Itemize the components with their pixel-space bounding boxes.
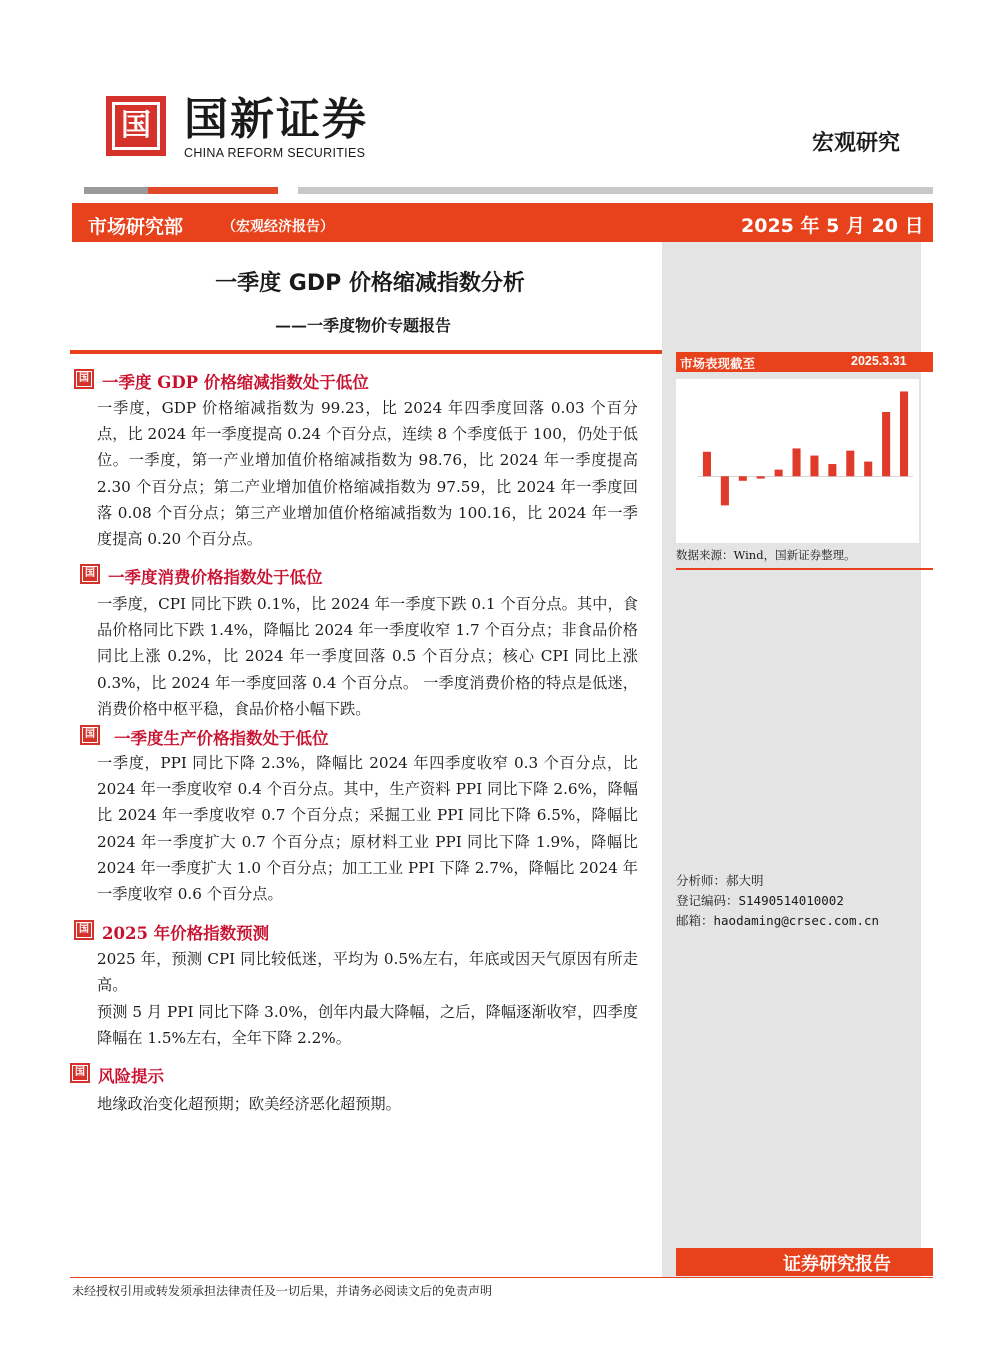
chart-divider <box>676 568 933 570</box>
section-title: 2025 年价格指数预测 <box>102 924 270 943</box>
section-logo-icon: 国 <box>74 369 94 389</box>
company-logo <box>106 96 166 156</box>
chart-bar <box>739 476 747 480</box>
department-subtitle: （宏观经济报告） <box>222 219 334 235</box>
section-paragraph: 2025 年，预测 CPI 同比较低迷，平均为 0.5%左右，年底或因天气原因有所走高。 <box>97 950 638 995</box>
chart-bar <box>846 451 854 477</box>
analyst-registration: 登记编码：S1490514010002 <box>676 893 844 908</box>
section-paragraph: 一季度，GDP 价格缩减指数为 99.23，比 2024 年四季度回落 0.03 个百分点，比 2024 年一季度提高 0.24 个百分点，连续 8 个季度低于 100，仍处于低位。一季度，第一产业增加值价格缩减指数为 98.76，比 2024 年一季度提高 2.30 个百分点；第二产业增加值价格缩减指数为 97.59，比 2024 年一季度回落 0.08 个百分点；第三产业增加值价格缩减指数为 100.16，比 2024 年一季度提高 0.20 个百分点。 <box>97 399 638 549</box>
report-date: 2025 年 5 月 20 日 <box>741 215 924 237</box>
footer-label: 证券研究报告 <box>783 1254 891 1275</box>
section-title: 一季度消费价格指数处于低位 <box>108 568 323 587</box>
market-performance-date: 2025.3.31 <box>851 354 907 368</box>
disclaimer: 未经授权引用或转发须承担法律责任及一切后果，并请务必阅读文后的免责声明 <box>72 1284 493 1298</box>
company-name-en: CHINA REFORM SECURITIES <box>184 146 366 160</box>
section-title: 一季度生产价格指数处于低位 <box>114 729 329 748</box>
chart-bar <box>757 476 765 478</box>
section-logo-icon: 国 <box>80 564 100 584</box>
analyst-name: 分析师：郝大明 <box>676 873 764 888</box>
footer-divider <box>70 1277 933 1278</box>
report-title: 一季度 GDP 价格缩减指数分析 <box>215 271 525 296</box>
report-subtitle: ——一季度物价专题报告 <box>274 316 451 335</box>
chart-source: 数据来源：Wind，国新证券整理。 <box>676 548 856 562</box>
section-title: 一季度 GDP 价格缩减指数处于低位 <box>102 373 369 392</box>
section-logo-icon: 国 <box>74 920 94 940</box>
chart-bar <box>703 452 711 477</box>
chart-bar <box>900 391 908 476</box>
market-performance-label: 市场表现截至 <box>680 356 756 371</box>
section-paragraph: 一季度，CPI 同比下跌 0.1%，比 2024 年一季度下跌 0.1 个百分点。其中，食品价格同比下跌 1.4%，降幅比 2024 年一季度收窄 1.7 个百分点；非食品价格同比上涨 0.2%，比 2024 年一季度回落 0.5 个百分点；核心 CPI 同比上涨 0.3%，比 2024 年一季度回落 0.4 个百分点。 一季度消费价格的特点是低迷，消费价格中枢平稳，食品价格小幅下跌。 <box>97 595 638 718</box>
section-paragraph: 一季度，PPI 同比下降 2.3%，降幅比 2024 年四季度收窄 0.3 个百分点，比 2024 年一季度收窄 0.4 个百分点。其中，生产资料 PPI 同比下降 2.6%，降幅比 2024 年一季度收窄 0.7 个百分点；采掘工业 PPI 同比下降 6.5%，降幅比 2024 年一季度扩大 0.7 个百分点；原材料工业 PPI 同比下降 1.9%，降幅比 2024 年一季度扩大 1.0 个百分点；加工工业 PPI 下降 2.7%，降幅比 2024 年一季度收窄 0.6 个百分点。 <box>97 754 638 904</box>
chart-bar <box>828 464 836 476</box>
chart-bar <box>882 412 890 476</box>
section-logo-icon: 国 <box>80 725 100 745</box>
logo-glyph: 国 <box>112 102 160 150</box>
header-stripe-red <box>148 187 278 194</box>
chart-bar <box>864 462 872 477</box>
header-stripe-lightgray <box>298 187 933 194</box>
market-chart-svg <box>676 379 919 543</box>
main-divider <box>70 350 662 354</box>
market-chart <box>676 379 919 543</box>
analyst-email[interactable]: 邮箱：haodaming@crsec.com.cn <box>676 913 880 928</box>
report-type: 宏观研究 <box>812 130 901 156</box>
chart-bar <box>810 456 818 477</box>
department-name: 市场研究部 <box>88 216 184 238</box>
chart-bar <box>775 470 783 477</box>
section-title: 风险提示 <box>98 1067 164 1086</box>
header-stripe-gray <box>84 187 148 194</box>
section-paragraph: 预测 5 月 PPI 同比下降 3.0%，创年内最大降幅，之后，降幅逐渐收窄，四季度降幅在 1.5%左右，全年下降 2.2%。 <box>97 1003 638 1048</box>
chart-bar <box>793 448 801 476</box>
section-logo-icon: 国 <box>70 1063 90 1083</box>
company-name-cn: 国新证券 <box>184 94 368 145</box>
section-paragraph: 地缘政治变化超预期；欧美经济恶化超预期。 <box>97 1095 401 1113</box>
chart-bar <box>721 476 729 505</box>
